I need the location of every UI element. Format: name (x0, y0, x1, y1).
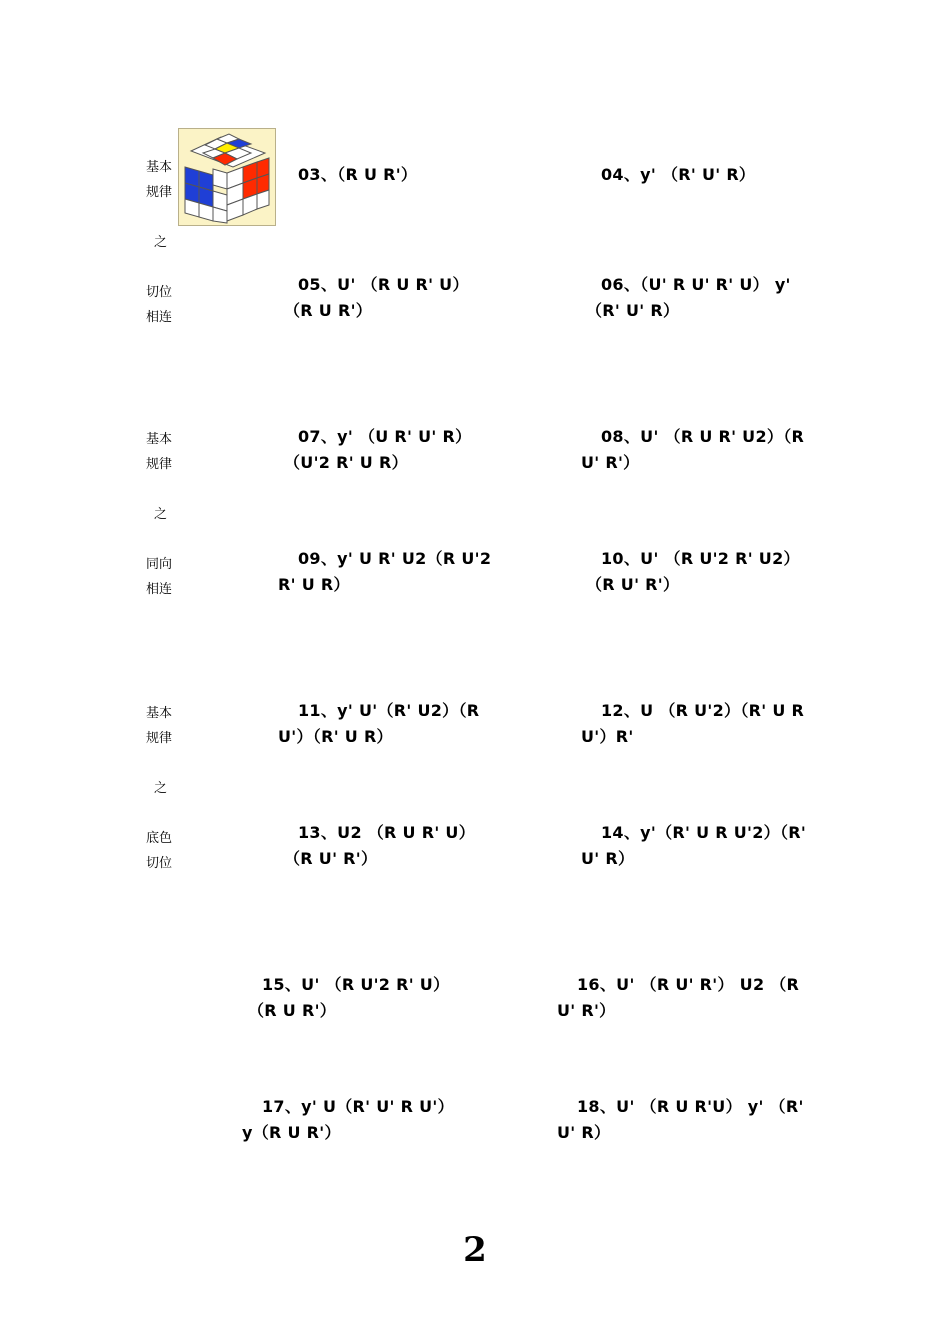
section-label-line: 基本 (146, 160, 173, 175)
algorithm-line: 15、U' （R U'2 R' U） (262, 975, 450, 994)
section-label-line: 切位 (146, 856, 173, 871)
algorithm-line: 10、U' （R U'2 R' U2） (601, 549, 800, 568)
algorithm-line: U'）（R' U R） (278, 727, 393, 746)
section-label-line: 基本 (146, 432, 173, 447)
algorithm-line: 13、U2 （R U R' U） (298, 823, 475, 842)
section-label-line: 规律 (146, 185, 173, 200)
algorithm-16 (557, 972, 799, 1024)
section-label-line: 相连 (146, 310, 173, 325)
algorithm-line: 06、（U' R U' R' U） y' (601, 275, 791, 294)
algorithm-line: 05、U' （R U R' U） (298, 275, 469, 294)
algorithm-03 (298, 162, 417, 188)
section-label-line: 规律 (146, 457, 173, 472)
section-label-line: 底色 (146, 831, 173, 846)
algorithm-line: （R U' R'） (284, 849, 378, 868)
algorithm-05 (284, 272, 469, 324)
section-label-3 (146, 701, 172, 876)
algorithm-line: （R' U' R） (586, 301, 680, 320)
section-label-2 (146, 427, 172, 602)
algorithm-line: 18、U' （R U R'U） y' （R' (577, 1097, 804, 1116)
algorithm-07 (284, 424, 471, 476)
algorithm-line: 11、y' U'（R' U2）（R (298, 701, 480, 720)
algorithm-line: 08、U' （R U R' U2）（R (601, 427, 805, 446)
algorithm-line: y（R U R'） (242, 1123, 341, 1142)
page-number: 2 (463, 1230, 487, 1270)
algorithm-line: U' R'） (557, 1001, 616, 1020)
section-label-mid: 之 (154, 235, 168, 250)
section-label-mid: 之 (154, 781, 168, 796)
algorithm-line: 14、y'（R' U R U'2）（R' (601, 823, 807, 842)
algorithm-line: U' R） (581, 849, 635, 868)
algorithm-17 (242, 1094, 454, 1146)
algorithm-line: U' R） (557, 1123, 611, 1142)
section-label-line: 相连 (146, 582, 173, 597)
section-label-mid: 之 (154, 507, 168, 522)
algorithm-line: 03、（R U R'） (298, 165, 418, 184)
algorithm-18 (557, 1094, 804, 1146)
section-label-1 (146, 155, 172, 330)
algorithm-line: U' R'） (581, 453, 640, 472)
algorithm-13 (284, 820, 475, 872)
algorithm-line: （R U R'） (284, 301, 373, 320)
algorithm-09 (278, 546, 491, 598)
algorithm-line: 04、y' （R' U' R） (601, 165, 756, 184)
algorithm-10 (586, 546, 800, 598)
algorithm-04 (601, 162, 755, 188)
algorithm-12 (581, 698, 804, 750)
rubiks-cube-icon (178, 128, 276, 226)
section-label-line: 切位 (146, 285, 173, 300)
algorithm-line: 09、y' U R' U2（R U'2 (298, 549, 492, 568)
cube-drawing (179, 129, 275, 225)
algorithm-line: （U'2 R' U R） (284, 453, 408, 472)
section-label-line: 基本 (146, 706, 173, 721)
algorithm-line: （R U' R'） (586, 575, 680, 594)
algorithm-line: U'）R' (581, 727, 634, 746)
algorithm-11 (278, 698, 479, 750)
section-label-line: 规律 (146, 731, 173, 746)
algorithm-08 (581, 424, 804, 476)
algorithm-line: 16、U' （R U' R'） U2 （R (577, 975, 800, 994)
algorithm-line: 07、y' （U R' U' R） (298, 427, 472, 446)
algorithm-line: R' U R） (278, 575, 350, 594)
algorithm-15 (248, 972, 449, 1024)
algorithm-line: （R U R'） (248, 1001, 337, 1020)
section-label-line: 同向 (146, 557, 173, 572)
algorithm-line: 12、U （R U'2）（R' U R (601, 701, 805, 720)
algorithm-06 (586, 272, 791, 324)
algorithm-14 (581, 820, 806, 872)
algorithm-line: 17、y' U（R' U' R U'） (262, 1097, 454, 1116)
